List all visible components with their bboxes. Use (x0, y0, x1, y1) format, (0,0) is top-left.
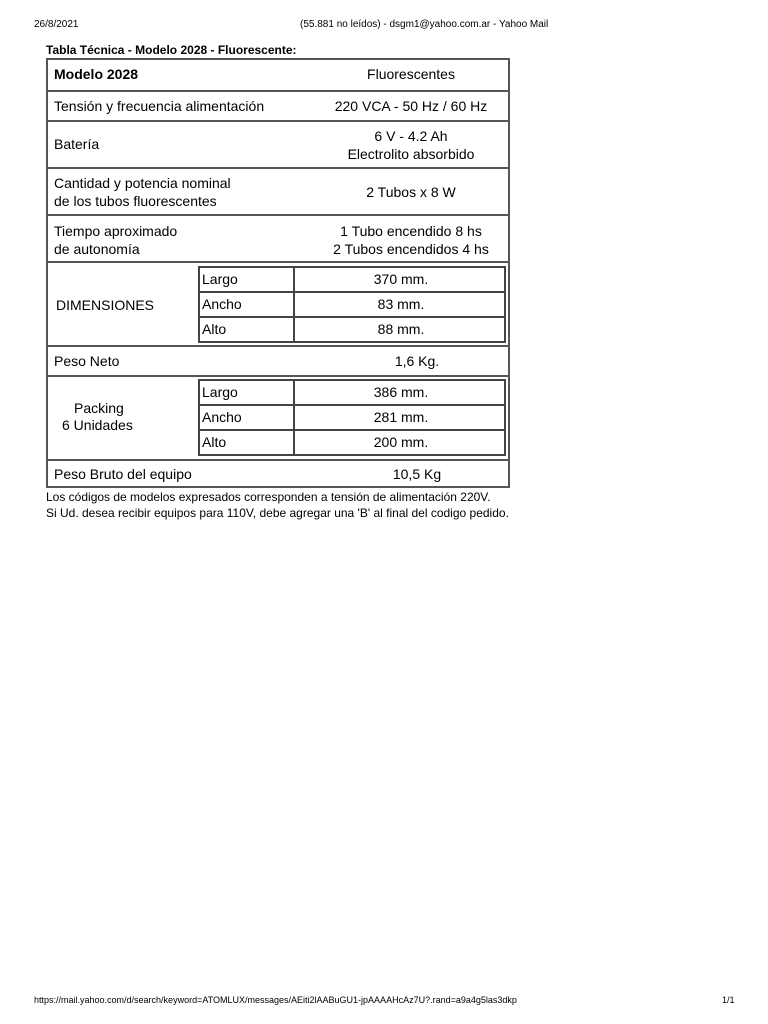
dimensiones-subtable (198, 266, 506, 343)
peso-bruto-value: 10,5 Kg (392, 466, 442, 482)
note-line-1: Los códigos de modelos expresados corresponden a tensión de alimentación 220V. (46, 490, 491, 504)
packing-subtable (198, 379, 506, 456)
dim-largo-label: Largo (202, 271, 238, 287)
model-label: Modelo 2028 (54, 66, 139, 82)
dim-ancho-label: Ancho (202, 296, 242, 312)
note-line-2: Si Ud. desea recibir equipos para 110V, debe agregar una 'B' al final del codigo pedido. (46, 506, 509, 520)
peso-neto-value: 1,6 Kg. (394, 353, 440, 369)
document-title: Tabla Técnica - Modelo 2028 - Fluorescente: (46, 43, 297, 57)
peso-bruto-label: Peso Bruto del equipo (54, 466, 192, 482)
tiempo-value-1: 1 Tubo encendido 8 hs (340, 223, 482, 239)
pack-ancho-label: Ancho (202, 409, 242, 425)
packing-label-1: Packing (74, 400, 124, 416)
cantidad-label-1: Cantidad y potencia nominal (54, 175, 231, 191)
pack-alto-label: Alto (202, 434, 227, 450)
dim-alto-label: Alto (202, 321, 227, 337)
pack-ancho-value: 281 mm. (373, 409, 429, 425)
cantidad-label-2: de los tubos fluorescentes (54, 193, 217, 209)
dim-alto-value: 88 mm. (377, 321, 425, 337)
spec-table (46, 58, 510, 488)
model-type: Fluorescentes (367, 66, 455, 82)
pack-largo-label: Largo (202, 384, 238, 400)
dim-ancho-value: 83 mm. (377, 296, 425, 312)
tension-value: 220 VCA - 50 Hz / 60 Hz (334, 98, 488, 114)
tiempo-value-2: 2 Tubos encendidos 4 hs (333, 241, 489, 257)
peso-neto-label: Peso Neto (54, 353, 120, 369)
tension-label: Tensión y frecuencia alimentación (54, 98, 265, 114)
tiempo-label-1: Tiempo aproximado (54, 223, 178, 239)
footer-url: https://mail.yahoo.com/d/search/keyword=ATOMLUX/messages/AEiti2lAABuGU1-jpAAAAHcAz7U?.rand=a9a4g5las3dkp (34, 995, 517, 1005)
bateria-value-1: 6 V - 4.2 Ah (374, 128, 448, 144)
pack-largo-value: 386 mm. (373, 384, 429, 400)
cantidad-value: 2 Tubos x 8 W (366, 184, 456, 200)
page-number: 1/1 (722, 995, 735, 1005)
dim-largo-value: 370 mm. (373, 271, 429, 287)
packing-label-2: 6 Unidades (62, 417, 133, 433)
bateria-label: Batería (54, 136, 100, 152)
dimensiones-label: DIMENSIONES (56, 297, 155, 313)
print-date: 26/8/2021 (34, 19, 79, 30)
print-title: (55.881 no leídos) - dsgm1@yahoo.com.ar - Yahoo Mail (300, 19, 549, 30)
pack-alto-value: 200 mm. (373, 434, 429, 450)
tiempo-label-2: de autonomía (54, 241, 140, 257)
bateria-value-2: Electrolito absorbido (347, 146, 475, 162)
